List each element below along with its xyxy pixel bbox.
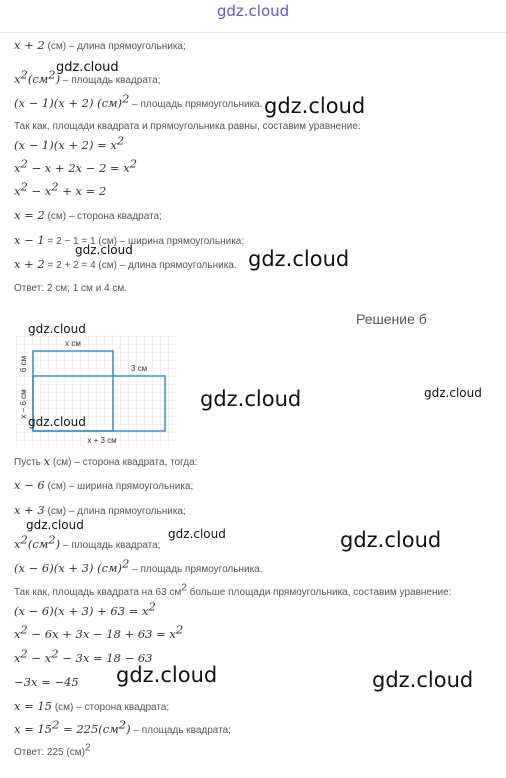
watermark: gdz.cloud (200, 387, 302, 411)
label-right: 3 см (130, 364, 148, 373)
solution-line: $x = 15^2 = 225(см^2)$ – площадь квадрата; (14, 717, 231, 736)
solution-line: $x^2 - 6x + 3x - 18 + 63 = x^2$ (14, 622, 184, 641)
solution-line: Так как, площади квадрата и прямоугольника равны, составим уравнение: (14, 121, 361, 132)
solution-line: (x − 6)(x + 3) (см)$^2$ – площадь прямоугольника. (14, 556, 263, 575)
solution-line: x = 15 (см) – сторона квадрата; (14, 699, 170, 713)
watermark: gdz.cloud (28, 322, 86, 336)
label-left-bottom: x − 6 см (19, 389, 28, 419)
header-divider (0, 32, 506, 33)
watermark: gdz.cloud (116, 663, 218, 687)
watermark: gdz.cloud (264, 94, 366, 118)
watermark: gdz.cloud (26, 518, 84, 532)
solution-line: x + 2 = 2 + 2 = 4 (см) – длина прямоугольника. (14, 257, 237, 271)
watermark: gdz.cloud (56, 60, 119, 75)
solution-line: $(x - 6)(x + 3) + 63 = x^2$ (14, 599, 156, 618)
solution-line: $x^2 - x^2 - 3x = 18 - 63$ (14, 646, 153, 665)
solution-line: x − 1 = 2 − 1 = 1 (см) – ширина прямоугольника; (14, 233, 245, 247)
solution-line: x − 6 (см) – ширина прямоугольника; (14, 478, 194, 492)
answer-line: Ответ: 2 см; 1 см и 4 см. (14, 283, 128, 294)
grid-background (16, 336, 176, 446)
solution-line: $x^2 - x + 2x - 2 = x^2$ (14, 156, 138, 175)
solution-line: −3x = −45 (14, 675, 79, 689)
watermark: gdz.cloud (424, 386, 482, 400)
solution-line: $x^2 - x^2 + x = 2$ (14, 179, 107, 198)
solution-line: $x^2(см^2)$ – площадь квадрата; (14, 532, 161, 551)
section-heading: Решение б (356, 311, 427, 327)
answer-line: Ответ: 225 (см)$^2$ (14, 742, 91, 758)
solution-line: $(x - 1)(x + 2) = x^2$ (14, 133, 125, 152)
watermark: gdz.cloud (340, 528, 442, 552)
label-left-top: 6 см (19, 355, 28, 373)
solution-line: Пусть x (см) – сторона квадрата, тогда: (14, 454, 198, 468)
solution-line: (x − 1)(x + 2) (см)$^2$ – площадь прямоугольника. (14, 91, 263, 110)
watermark: gdz.cloud (28, 415, 86, 429)
solution-line: Так как, площадь квадрата на 63 $см^2$ больше площади прямоугольника, составим уравнение: (14, 582, 452, 598)
geometry-diagram (16, 336, 176, 446)
solution-line: x = 2 (см) – сторона квадрата; (14, 208, 162, 222)
watermark: gdz.cloud (248, 247, 350, 271)
watermark: gdz.cloud (168, 527, 226, 541)
watermark: gdz.cloud (372, 668, 474, 692)
solution-line: x + 2 (см) – длина прямоугольника; (14, 38, 186, 52)
site-brand: gdz.cloud (216, 2, 290, 20)
label-bottom: x + 3 см (87, 436, 117, 445)
label-top: х см (65, 339, 81, 348)
watermark: gdz.cloud (75, 243, 133, 257)
solution-line: $x^2(см^2)$ – площадь квадрата; (14, 67, 161, 86)
solution-line: x + 3 (см) – длина прямоугольника; (14, 503, 186, 517)
